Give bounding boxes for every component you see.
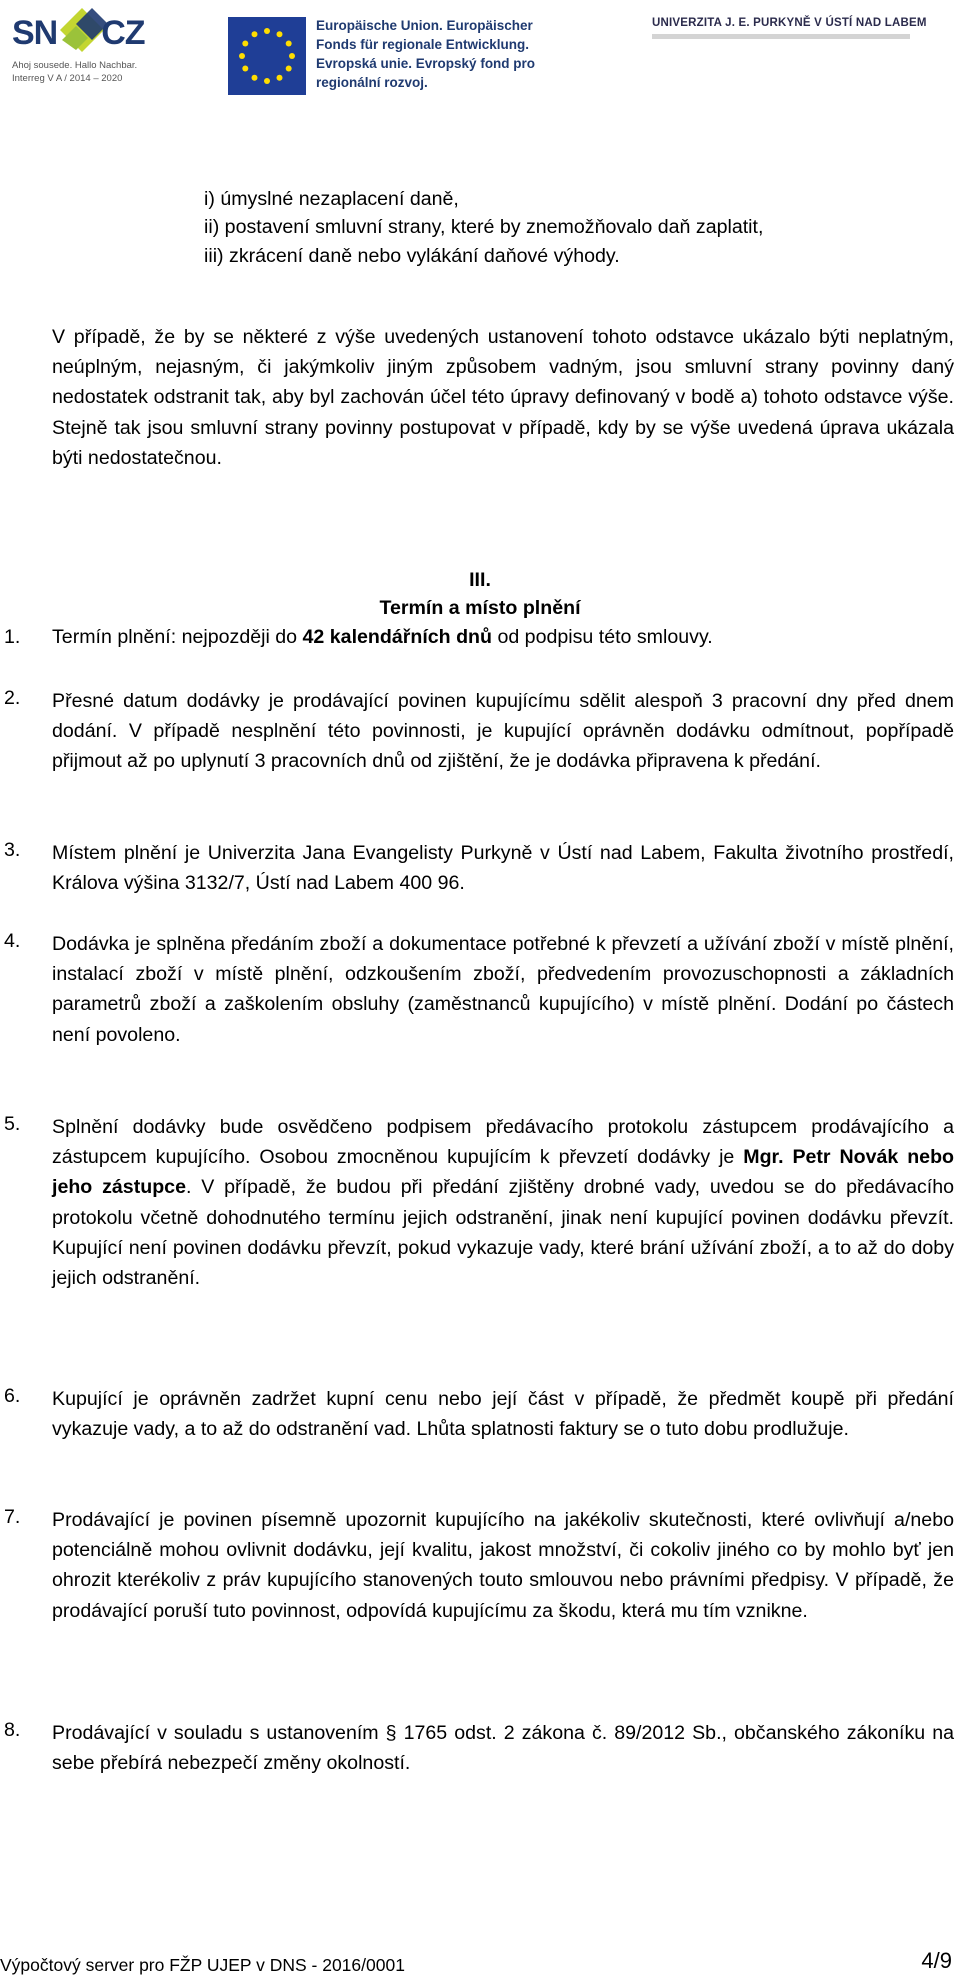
list-item: Přesné datum dodávky je prodávající povinen kupujícímu sdělit alespoň 3 pracovní dny před dnem dodání. V případě nesplnění této povinnosti, je kupující oprávněn dodávku odmítnout, popřípadě přijmout až po uplynutí 3 pracovních dnů od zjištění, že je dodávka připravena k předání.	[52, 690, 954, 773]
list-item	[52, 1112, 954, 1293]
validity-paragraph: V případě, že by se některé z výše uvedených ustanovení tohoto odstavce ukázalo býti neplatným, neúplným, nejasným, či jakýmkoliv jiným způsobem vadným, jsou smluvní strany povinny daný nedostatek odstranit tak, aby byl zachován účel této úpravy definovaný v bodě a) tohoto odstavce výše. Stejně tak jsou smluvní strany povinny postupovat v případě, kdy by se výše uvedená úprava ukázala býti nedostatečnou.	[52, 326, 954, 469]
item-text: Splnění dodávky bude osvědčeno podpisem předávacího protokolu zástupcem prodávajícího a zástupcem kupujícího. Osobou zmocněnou kupujícím k převzetí dodávky je	[52, 1116, 954, 1169]
item-number: 7.	[4, 1506, 21, 1528]
eu-text-line-4: regionální rozvoj.	[316, 75, 428, 90]
item-text: od podpisu této smlouvy.	[492, 626, 713, 648]
intro-list-item: ii) postavení smluvní strany, které by znemožňovalo daň zaplatit,	[204, 216, 764, 238]
section-number: III.	[469, 569, 491, 591]
list-item: Prodávající je povinen písemně upozornit kupujícího na jakékoliv skutečnosti, které ovlivňují a/nebo potenciálně mohou ovlivnit dodávku, její kvalitu, jakost množství, či cokoliv jiného co by mohlo byť jen ohrozit kterékoliv z práv kupujícího stanovených touto smlouvou nebo právními předpisy. V případě, že prodávající poruší tuto povinnost, odpovídá kupujícímu za škodu, která mu tím vznikne.	[52, 1509, 954, 1622]
intro-list-item: iii) zkrácení daně nebo vylákání daňové výhody.	[204, 245, 620, 267]
item-text: . V případě, že budou při předání zjištěny drobné vady, uvedou se do předávacího protokolu včetně dohodnutého termínu jejich odstranění, jinak není kupující povinen dodávku převzít. Kupující není povinen dodávku převzít, pokud vykazuje vady, které brání užívání zboží, a to až do doby jejich odstranění.	[52, 1176, 954, 1290]
list-item: Dodávka je splněna předáním zboží a dokumentace potřebné k převzetí a užívání zboží v místě plnění, instalací zboží v místě plnění, odzkoušením zboží, předvedením provozuschopnosti a základních parametrů zboží a zaškolením obsluhy (zaměstnanců kupujícího) v místě plnění. Dodání po částech není povoleno.	[52, 933, 954, 1046]
list-item: Prodávající v souladu s ustanovením § 1765 odst. 2 zákona č. 89/2012 Sb., občanského zákoníku na sebe přebírá nebezpečí změny okolností.	[52, 1722, 954, 1775]
item-number: 1.	[4, 626, 21, 648]
eu-fund-text	[316, 16, 535, 92]
eu-flag-logo	[228, 17, 306, 95]
item-number: 6.	[4, 1385, 21, 1407]
page-header	[0, 0, 960, 110]
section-title: Termín a místo plnění	[379, 597, 581, 619]
eu-text-line-3: Evropská unie. Evropský fond pro	[316, 56, 536, 71]
sncz-logo-text: SN CZ	[12, 14, 145, 52]
university-name: UNIVERZITA J. E. PURKYNĚ V ÚSTÍ NAD LABEM	[652, 17, 927, 29]
university-bar	[652, 34, 910, 39]
sncz-tagline: Ahoj sousede. Hallo Nachbar.	[12, 60, 138, 71]
eu-stars-icon	[228, 17, 306, 95]
eu-text-line-2: Fonds für regionale Entwicklung.	[316, 37, 530, 52]
list-item	[52, 625, 954, 650]
item-text: Termín plnění: nejpozději do	[52, 626, 303, 648]
list-item: Místem plnění je Univerzita Jana Evangelisty Purkyně v Ústí nad Labem, Fakulta životního prostředí, Králova výšina 3132/7, Ústí nad Labem 400 96.	[52, 842, 954, 895]
intro-list-item: i) úmyslné nezaplacení daně,	[204, 188, 459, 210]
sncz-program: Interreg V A / 2014 – 2020	[12, 73, 123, 84]
interreg-logo	[2, 2, 152, 108]
item-number: 5.	[4, 1113, 21, 1135]
eu-text-line-1: Europäische Union. Europäischer	[316, 18, 533, 33]
page-number: 4/9	[921, 1948, 952, 1973]
item-number: 2.	[4, 687, 21, 709]
authorized-person-bold: Mgr. Petr Novák nebo jeho zástupce	[52, 1146, 955, 1199]
footer-text: Výpočtový server pro FŽP UJEP v DNS - 2016/0001	[0, 1955, 405, 1975]
item-number: 8.	[4, 1719, 21, 1741]
item-number: 3.	[4, 839, 21, 861]
item-number: 4.	[4, 930, 21, 952]
list-item: Kupující je oprávněn zadržet kupní cenu nebo její část v případě, že předmět koupě při předání vykazuje vady, a to až do odstranění vad. Lhůta splatnosti faktury se o tuto dobu prodlužuje.	[52, 1388, 954, 1441]
deadline-bold: 42 kalendářních dnů	[302, 626, 492, 648]
